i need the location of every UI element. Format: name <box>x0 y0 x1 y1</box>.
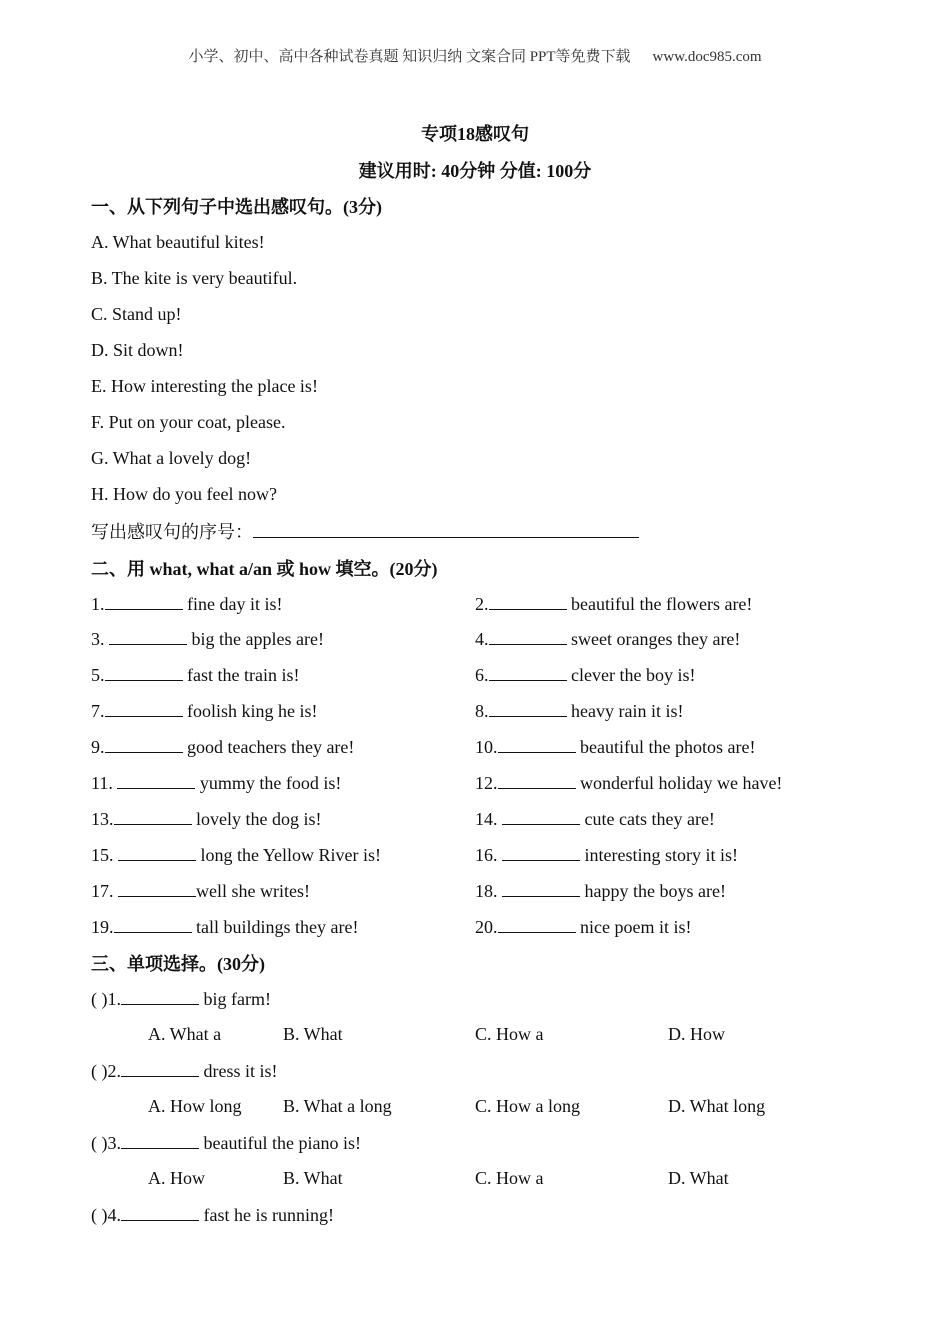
question-text: beautiful the piano is! <box>199 1133 361 1153</box>
fill-item <box>475 662 695 687</box>
section1-item: A. What beautiful kites! <box>91 232 265 252</box>
option-d[interactable]: D. What long <box>668 1096 766 1116</box>
section1-answer <box>91 517 639 544</box>
item-number: 1. <box>91 594 105 614</box>
item-number: 8. <box>475 701 489 721</box>
item-text: big the apples are! <box>187 629 324 649</box>
fill-blank[interactable] <box>498 914 576 933</box>
fill-item <box>91 662 299 687</box>
fill-blank[interactable] <box>502 806 580 825</box>
fill-blank[interactable] <box>109 626 187 645</box>
header-site: www.doc985.com <box>652 49 762 65</box>
fill-item <box>475 770 782 795</box>
option-a[interactable]: A. How long <box>148 1096 242 1116</box>
option-d[interactable]: D. What <box>668 1168 729 1188</box>
answer-blank[interactable] <box>253 517 639 538</box>
page-subtitle: 建议用时: 40分钟 分值: 100分 <box>358 161 592 181</box>
question-blank[interactable] <box>121 986 199 1005</box>
section1-item: F. Put on your coat, please. <box>91 412 286 432</box>
section1-item: B. The kite is very beautiful. <box>91 268 298 288</box>
item-number: 15. <box>91 845 118 865</box>
question-stem <box>91 1058 278 1083</box>
fill-blank[interactable] <box>498 734 576 753</box>
item-text: interesting story it is! <box>580 845 738 865</box>
fill-item <box>91 734 354 759</box>
item-text: wonderful holiday we have! <box>575 773 783 793</box>
option-c[interactable]: C. How a long <box>475 1096 580 1116</box>
option-a[interactable]: A. How <box>148 1168 205 1188</box>
question-text: dress it is! <box>199 1061 278 1081</box>
option-b[interactable]: B. What <box>283 1168 343 1188</box>
item-number: 2. <box>475 594 489 614</box>
fill-item <box>91 626 324 651</box>
item-number: 17. <box>91 881 118 901</box>
section1-item: C. Stand up! <box>91 304 182 324</box>
fill-item <box>475 591 752 616</box>
fill-item <box>475 878 726 903</box>
fill-item <box>475 734 755 759</box>
section1-item: D. Sit down! <box>91 340 184 360</box>
fill-blank[interactable] <box>105 698 183 717</box>
question-prefix: ( )2. <box>91 1061 121 1081</box>
fill-blank[interactable] <box>502 842 580 861</box>
item-text: heavy rain it is! <box>566 701 684 721</box>
fill-blank[interactable] <box>489 591 567 610</box>
item-text: lovely the dog is! <box>191 809 322 829</box>
item-text: sweet oranges they are! <box>566 629 741 649</box>
section2-heading: 二、用 what, what a/an 或 how 填空。(20分) <box>91 559 438 579</box>
fill-item <box>91 878 310 903</box>
item-number: 6. <box>475 665 489 685</box>
fill-blank[interactable] <box>114 806 192 825</box>
question-stem <box>91 1130 361 1155</box>
item-number: 20. <box>475 917 498 937</box>
section1-item: H. How do you feel now? <box>91 484 277 504</box>
option-c[interactable]: C. How a <box>475 1024 544 1044</box>
item-text: beautiful the photos are! <box>575 737 756 757</box>
item-text: happy the boys are! <box>580 881 726 901</box>
page-title: 专项18感叹句 <box>421 124 529 144</box>
fill-item <box>91 698 318 723</box>
item-number: 19. <box>91 917 114 937</box>
question-stem <box>91 1202 334 1227</box>
fill-blank[interactable] <box>502 878 580 897</box>
fill-item <box>475 806 715 831</box>
item-number: 11. <box>91 773 118 793</box>
item-text: long the Yellow River is! <box>196 845 382 865</box>
option-d[interactable]: D. How <box>668 1024 725 1044</box>
question-text: fast he is running! <box>199 1205 334 1225</box>
item-number: 10. <box>475 737 498 757</box>
option-b[interactable]: B. What a long <box>283 1096 392 1116</box>
fill-blank[interactable] <box>489 626 567 645</box>
question-stem <box>91 986 271 1011</box>
question-blank[interactable] <box>121 1202 199 1221</box>
item-number: 9. <box>91 737 105 757</box>
item-text: well she writes! <box>196 881 310 901</box>
option-c[interactable]: C. How a <box>475 1168 544 1188</box>
item-number: 16. <box>475 845 502 865</box>
item-number: 7. <box>91 701 105 721</box>
fill-item <box>91 770 341 795</box>
header-text: 小学、初中、高中各种试卷真题 知识归纳 文案合同 PPT等免费下载 <box>188 49 631 65</box>
fill-item <box>91 591 282 616</box>
page-header <box>0 45 950 66</box>
fill-item <box>475 698 683 723</box>
fill-item <box>91 806 321 831</box>
item-text: cute cats they are! <box>580 809 715 829</box>
fill-blank[interactable] <box>118 878 196 897</box>
item-text: clever the boy is! <box>566 665 696 685</box>
fill-blank[interactable] <box>105 591 183 610</box>
section1-item: E. How interesting the place is! <box>91 376 318 396</box>
fill-blank[interactable] <box>489 662 567 681</box>
item-number: 5. <box>91 665 105 685</box>
item-number: 3. <box>91 629 109 649</box>
item-text: fast the train is! <box>182 665 300 685</box>
item-number: 12. <box>475 773 498 793</box>
item-text: good teachers they are! <box>182 737 355 757</box>
question-text: big farm! <box>199 989 271 1009</box>
item-number: 13. <box>91 809 114 829</box>
fill-blank[interactable] <box>118 842 196 861</box>
fill-item <box>91 914 358 939</box>
fill-blank[interactable] <box>105 662 183 681</box>
option-a[interactable]: A. What a <box>148 1024 222 1044</box>
fill-blank[interactable] <box>498 770 576 789</box>
fill-blank[interactable] <box>105 734 183 753</box>
item-number: 14. <box>475 809 502 829</box>
fill-item <box>475 842 738 867</box>
item-number: 4. <box>475 629 489 649</box>
section1-item: G. What a lovely dog! <box>91 448 252 468</box>
item-number: 18. <box>475 881 502 901</box>
item-text: beautiful the flowers are! <box>566 594 753 614</box>
fill-item <box>475 914 691 939</box>
fill-item <box>91 842 381 867</box>
option-b[interactable]: B. What <box>283 1024 343 1044</box>
fill-blank[interactable] <box>489 698 567 717</box>
question-prefix: ( )3. <box>91 1133 121 1153</box>
item-text: yummy the food is! <box>195 773 342 793</box>
question-prefix: ( )4. <box>91 1205 121 1225</box>
item-text: foolish king he is! <box>182 701 318 721</box>
item-text: tall buildings they are! <box>191 917 359 937</box>
answer-prompt: 写出感叹句的序号： <box>91 522 253 542</box>
fill-blank[interactable] <box>117 770 195 789</box>
fill-item <box>475 626 740 651</box>
section1-heading: 一、从下列句子中选出感叹句。(3分) <box>91 197 382 217</box>
section3-heading: 三、单项选择。(30分) <box>91 954 265 974</box>
item-text: fine day it is! <box>182 594 283 614</box>
fill-blank[interactable] <box>114 914 192 933</box>
question-blank[interactable] <box>121 1058 199 1077</box>
item-text: nice poem it is! <box>575 917 692 937</box>
question-blank[interactable] <box>121 1130 199 1149</box>
question-prefix: ( )1. <box>91 989 121 1009</box>
